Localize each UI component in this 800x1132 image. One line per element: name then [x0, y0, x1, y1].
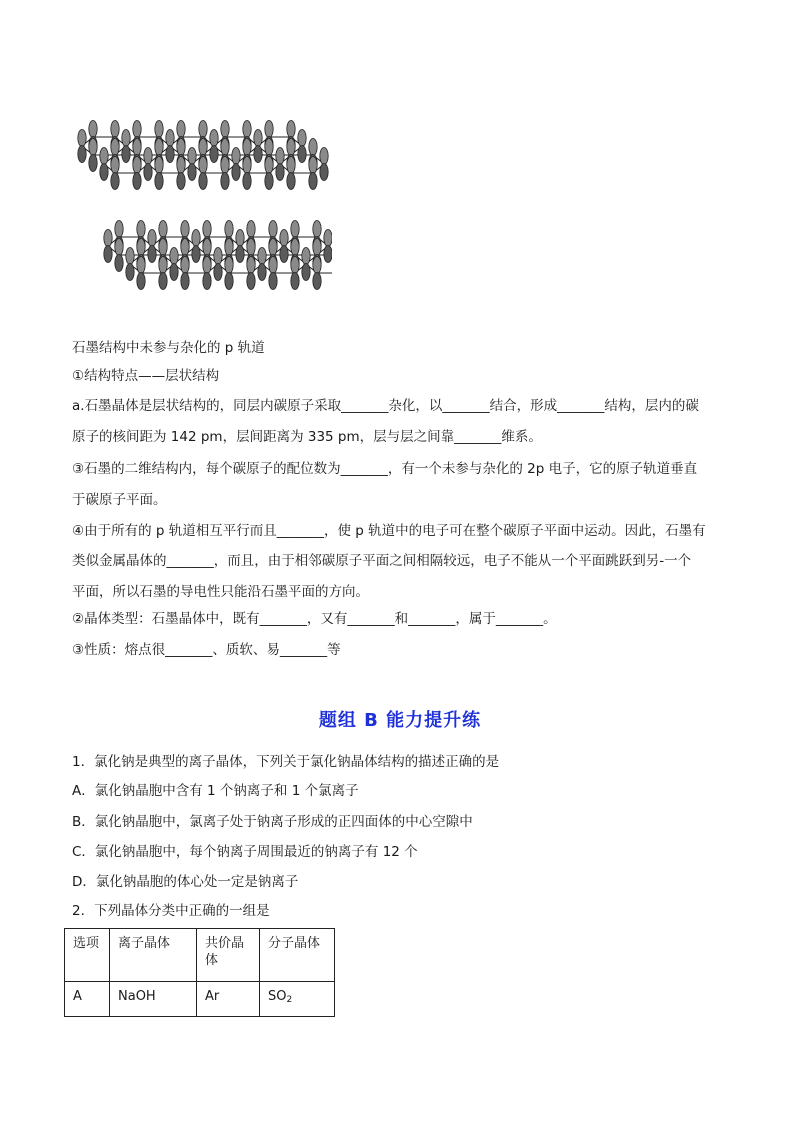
- p-orbital-icon: [188, 148, 196, 181]
- question-1-option-b: B．氯化钠晶胞中，氯离子处于钠离子形成的正四面体的中心空隙中: [72, 814, 473, 830]
- p-orbital-icon: [236, 230, 244, 263]
- properties-line: ③性质：熔点很_______、质软、易_______等: [72, 642, 341, 658]
- p-orbital-icon: [144, 148, 152, 181]
- p-orbital-icon: [302, 248, 310, 281]
- p-orbital-icon: [148, 230, 156, 263]
- p-orbital-icon: [258, 248, 266, 281]
- p-orbital-icon: [122, 130, 130, 163]
- text-line: 于碳原子平面。: [72, 492, 167, 508]
- table-header-cell: 分子晶体: [260, 929, 335, 982]
- question-1-stem: 1．氯化钠是典型的离子晶体，下列关于氯化钠晶体结构的描述正确的是: [72, 754, 500, 770]
- table-cell-molecular: [260, 982, 335, 1017]
- p-orbital-icon: [126, 248, 134, 281]
- figure-caption: 石墨结构中未参与杂化的 p 轨道: [72, 340, 265, 356]
- molecular-formula: SO: [268, 989, 287, 1004]
- table-header-row: [65, 929, 335, 982]
- table-cell-covalent: Ar: [197, 982, 260, 1017]
- p-orbital-icon: [192, 230, 200, 263]
- upper-graphite-layer: [78, 121, 328, 190]
- p-orbital-icon: [100, 148, 108, 181]
- crystal-type-line: ②晶体类型：石墨晶体中，既有_______，又有_______和_______，属于_______。: [72, 611, 557, 627]
- text-line: ③石墨的二维结构内，每个碳原子的配位数为_______，有一个未参与杂化的 2p 电子，它的原子轨道垂直: [72, 461, 698, 477]
- table-row: [65, 982, 335, 1017]
- table-header-cell: 离子晶体: [110, 929, 197, 982]
- table-header-cell: 选项: [65, 929, 110, 982]
- text-line: 类似金属晶体的_______，而且，由于相邻碳原子平面之间相隔较远，电子不能从一个平面跳跃到另-一个: [72, 553, 692, 569]
- p-orbital-icon: [254, 130, 262, 163]
- text-line: ④由于所有的 p 轨道相互平行而且_______，使 p 轨道中的电子可在整个碳原子平面中运动。因此，石墨有: [72, 523, 706, 539]
- p-orbital-icon: [320, 148, 328, 181]
- p-orbital-icon: [166, 130, 174, 163]
- question-1-option-d: D．氯化钠晶胞的体心处一定是钠离子: [72, 874, 299, 890]
- p-orbital-icon: [170, 248, 178, 281]
- p-orbital-icon: [78, 130, 86, 163]
- p-orbital-icon: [298, 130, 306, 163]
- lower-graphite-layer: [104, 221, 332, 290]
- text-line: 平面，所以石墨的导电性只能沿石墨平面的方向。: [72, 584, 369, 600]
- question-2-stem: 2．下列晶体分类中正确的一组是: [72, 903, 270, 919]
- table-header-cell: 共价晶体: [197, 929, 260, 982]
- p-orbital-icon: [104, 230, 112, 263]
- p-orbital-icon: [276, 148, 284, 181]
- p-orbital-icon: [324, 230, 332, 263]
- p-orbital-icon: [232, 148, 240, 181]
- p-orbital-icon: [214, 248, 222, 281]
- text-line: a.石墨晶体是层状结构的，同层内碳原子采取_______杂化，以_______结合，形成_______结构，层内的碳: [72, 398, 699, 414]
- molecular-formula-subscript: 2: [286, 995, 293, 1005]
- table-cell-ionic: NaOH: [110, 982, 197, 1017]
- table-cell-option: A: [65, 982, 110, 1017]
- section-heading: 题组 B 能力提升练: [318, 710, 482, 731]
- question-1-option-c: C．氯化钠晶胞中，每个钠离子周围最近的钠离子有 12 个: [72, 844, 418, 860]
- text-line: 原子的核间距为 142 pm，层间距离为 335 pm，层与层之间靠_______维系。: [72, 429, 542, 445]
- graphite-structure-figure: [72, 96, 332, 308]
- crystal-classification-table: [64, 928, 335, 1017]
- p-orbital-icon: [280, 230, 288, 263]
- p-orbital-icon: [210, 130, 218, 163]
- question-1-option-a: A．氯化钠晶胞中含有 1 个钠离子和 1 个氯离子: [72, 783, 359, 799]
- structure-feature-heading: ①结构特点——层状结构: [72, 368, 220, 384]
